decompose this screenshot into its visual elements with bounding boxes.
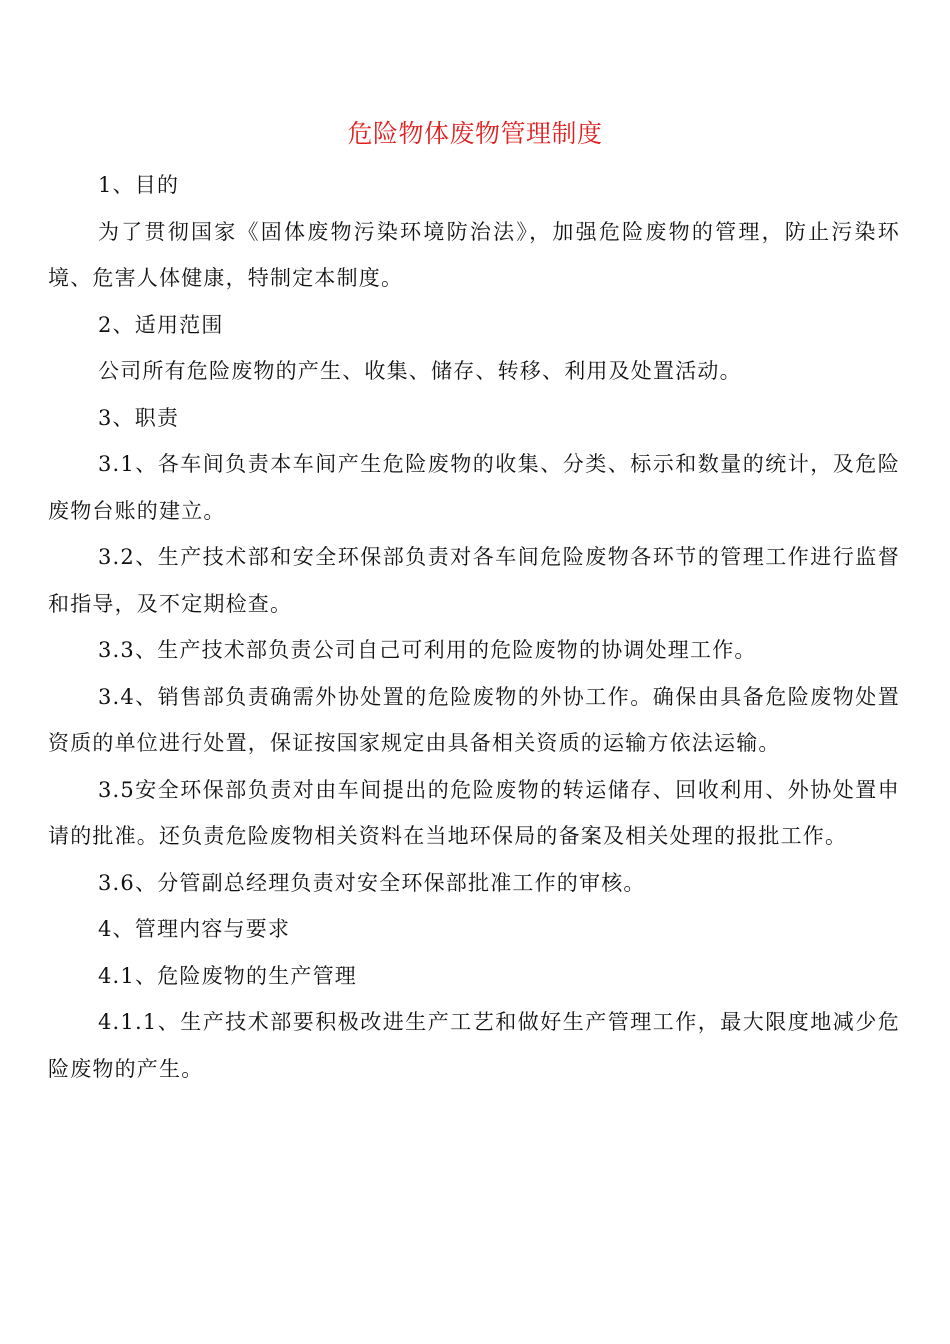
paragraph-duty-3-6: 3.6、分管副总经理负责对安全环保部批准工作的审核。 [98,870,646,895]
paragraph-purpose: 为了贯彻国家《固体废物污染环境防治法》，加强危险废物的管理，防止污染环境、危害人体健康，特制定本制度。 [48,219,900,290]
paragraph-duty-3-1: 3.1、各车间负责本车间产生危险废物的收集、分类、标示和数量的统计，及危险废物台账的建立。 [48,452,900,523]
section-heading-duties: 3、职责 [98,405,180,430]
subsection-heading-4-1: 4.1、危险废物的生产管理 [98,963,357,988]
document-title: 危险物体废物管理制度 [347,119,603,148]
paragraph-duty-3-5: 3.5安全环保部负责对由车间提出的危险废物的转运储存、回收利用、外协处置申请的批准。还负责危险废物相关资料在当地环保局的备案及相关处理的报批工作。 [48,777,900,848]
section-heading-management: 4、管理内容与要求 [98,917,291,941]
paragraph-duty-3-4: 3.4、销售部负责确需外协处置的危险废物的外协工作。确保由具备危险废物处置资质的单位进行处置，保证按国家规定由具备相关资质的运输方依法运输。 [48,684,900,755]
paragraph-duty-3-2: 3.2、生产技术部和安全环保部负责对各车间危险废物各环节的管理工作进行监督和指导，及不定期检查。 [48,545,900,616]
section-heading-purpose: 1、目的 [98,173,180,197]
paragraph-duty-3-3: 3.3、生产技术部负责公司自己可利用的危险废物的协调处理工作。 [98,638,757,662]
document-body [48,162,900,1092]
section-heading-scope: 2、适用范围 [98,312,224,337]
paragraph-4-1-1: 4.1.1、生产技术部要积极改进生产工艺和做好生产管理工作，最大限度地减少危险废物的产生。 [48,1010,900,1081]
paragraph-scope: 公司所有危险废物的产生、收集、储存、转移、利用及处置活动。 [98,359,742,383]
